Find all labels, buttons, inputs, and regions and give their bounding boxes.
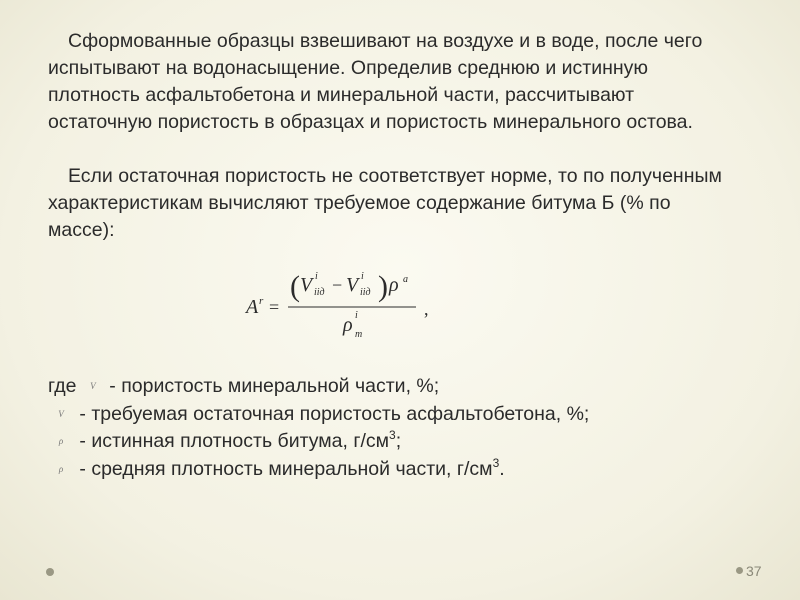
formula-v2-sub: iiд: [360, 287, 371, 298]
paragraph-2-text: Если остаточная пористость не соответствует норме, то по полученным характеристикам вычисляют требуемое содержание битума Б (% по массе):: [48, 165, 722, 241]
formula-lhs-sup: r: [259, 295, 264, 307]
formula-den-sub: m: [355, 329, 363, 340]
formula-v2-sup: i: [361, 271, 364, 282]
definition-4-text: - средняя плотность минеральной части, г/см: [74, 457, 493, 480]
bitumen-formula: [240, 262, 460, 342]
definition-row-2: [48, 401, 748, 429]
formula-minus: −: [332, 275, 343, 295]
formula-rho-sup: a: [403, 274, 408, 285]
formula-v2: V: [346, 274, 359, 296]
definition-4-unit-sup: 3: [492, 455, 500, 470]
pore-mineral-symbol: V: [90, 381, 96, 391]
page-number-text: 37: [746, 563, 762, 579]
page-dot-icon: [736, 567, 743, 574]
formula-den-rho: ρ: [343, 314, 353, 336]
definition-row-3: [48, 428, 748, 456]
formula-v1: V: [300, 274, 313, 296]
paragraph-2: [48, 163, 728, 244]
formula-den-sup: i: [355, 310, 358, 321]
definition-3-text: - истинная плотность битума, г/см: [74, 430, 390, 452]
definition-row-1: [48, 373, 748, 401]
definition-3-end: ;: [395, 430, 402, 452]
formula-comma: ,: [424, 299, 429, 319]
page-number: [736, 563, 762, 579]
left-paren: (: [290, 270, 300, 303]
svg-text:=: =: [269, 297, 280, 317]
definition-row-4: [48, 456, 748, 484]
right-paren: ): [378, 270, 388, 303]
bitumen-density-symbol: ρ: [58, 436, 64, 446]
paragraph-1: [48, 28, 728, 136]
symbol-definitions: [48, 373, 748, 483]
residual-porosity-symbol: V: [58, 408, 64, 419]
mineral-density-symbol: ρ: [58, 463, 64, 474]
formula-lhs: A: [246, 296, 259, 318]
definitions-lead: где: [48, 375, 77, 397]
decorative-dot-icon: [46, 568, 54, 576]
paragraph-1-text: Сформованные образцы взвешивают на воздухе и в воде, после чего испытывают на водонасыщение. Определив среднюю и истинную плотность асфальтобетона и минеральной части, рассчитывают остаточную пористость в образцах и пористость минерального остова.: [48, 30, 703, 133]
formula-rho: ρ: [389, 274, 399, 296]
formula-v1-sub: iiд: [314, 287, 325, 298]
definition-2-text: - требуемая остаточная пористость асфальтобетона, %;: [74, 402, 590, 425]
definition-1-text: - пористость минеральной части, %;: [103, 375, 440, 397]
definition-3-unit-sup: 3: [389, 428, 396, 442]
formula-v1-sup: i: [315, 271, 318, 282]
definition-4-end: .: [499, 457, 505, 480]
